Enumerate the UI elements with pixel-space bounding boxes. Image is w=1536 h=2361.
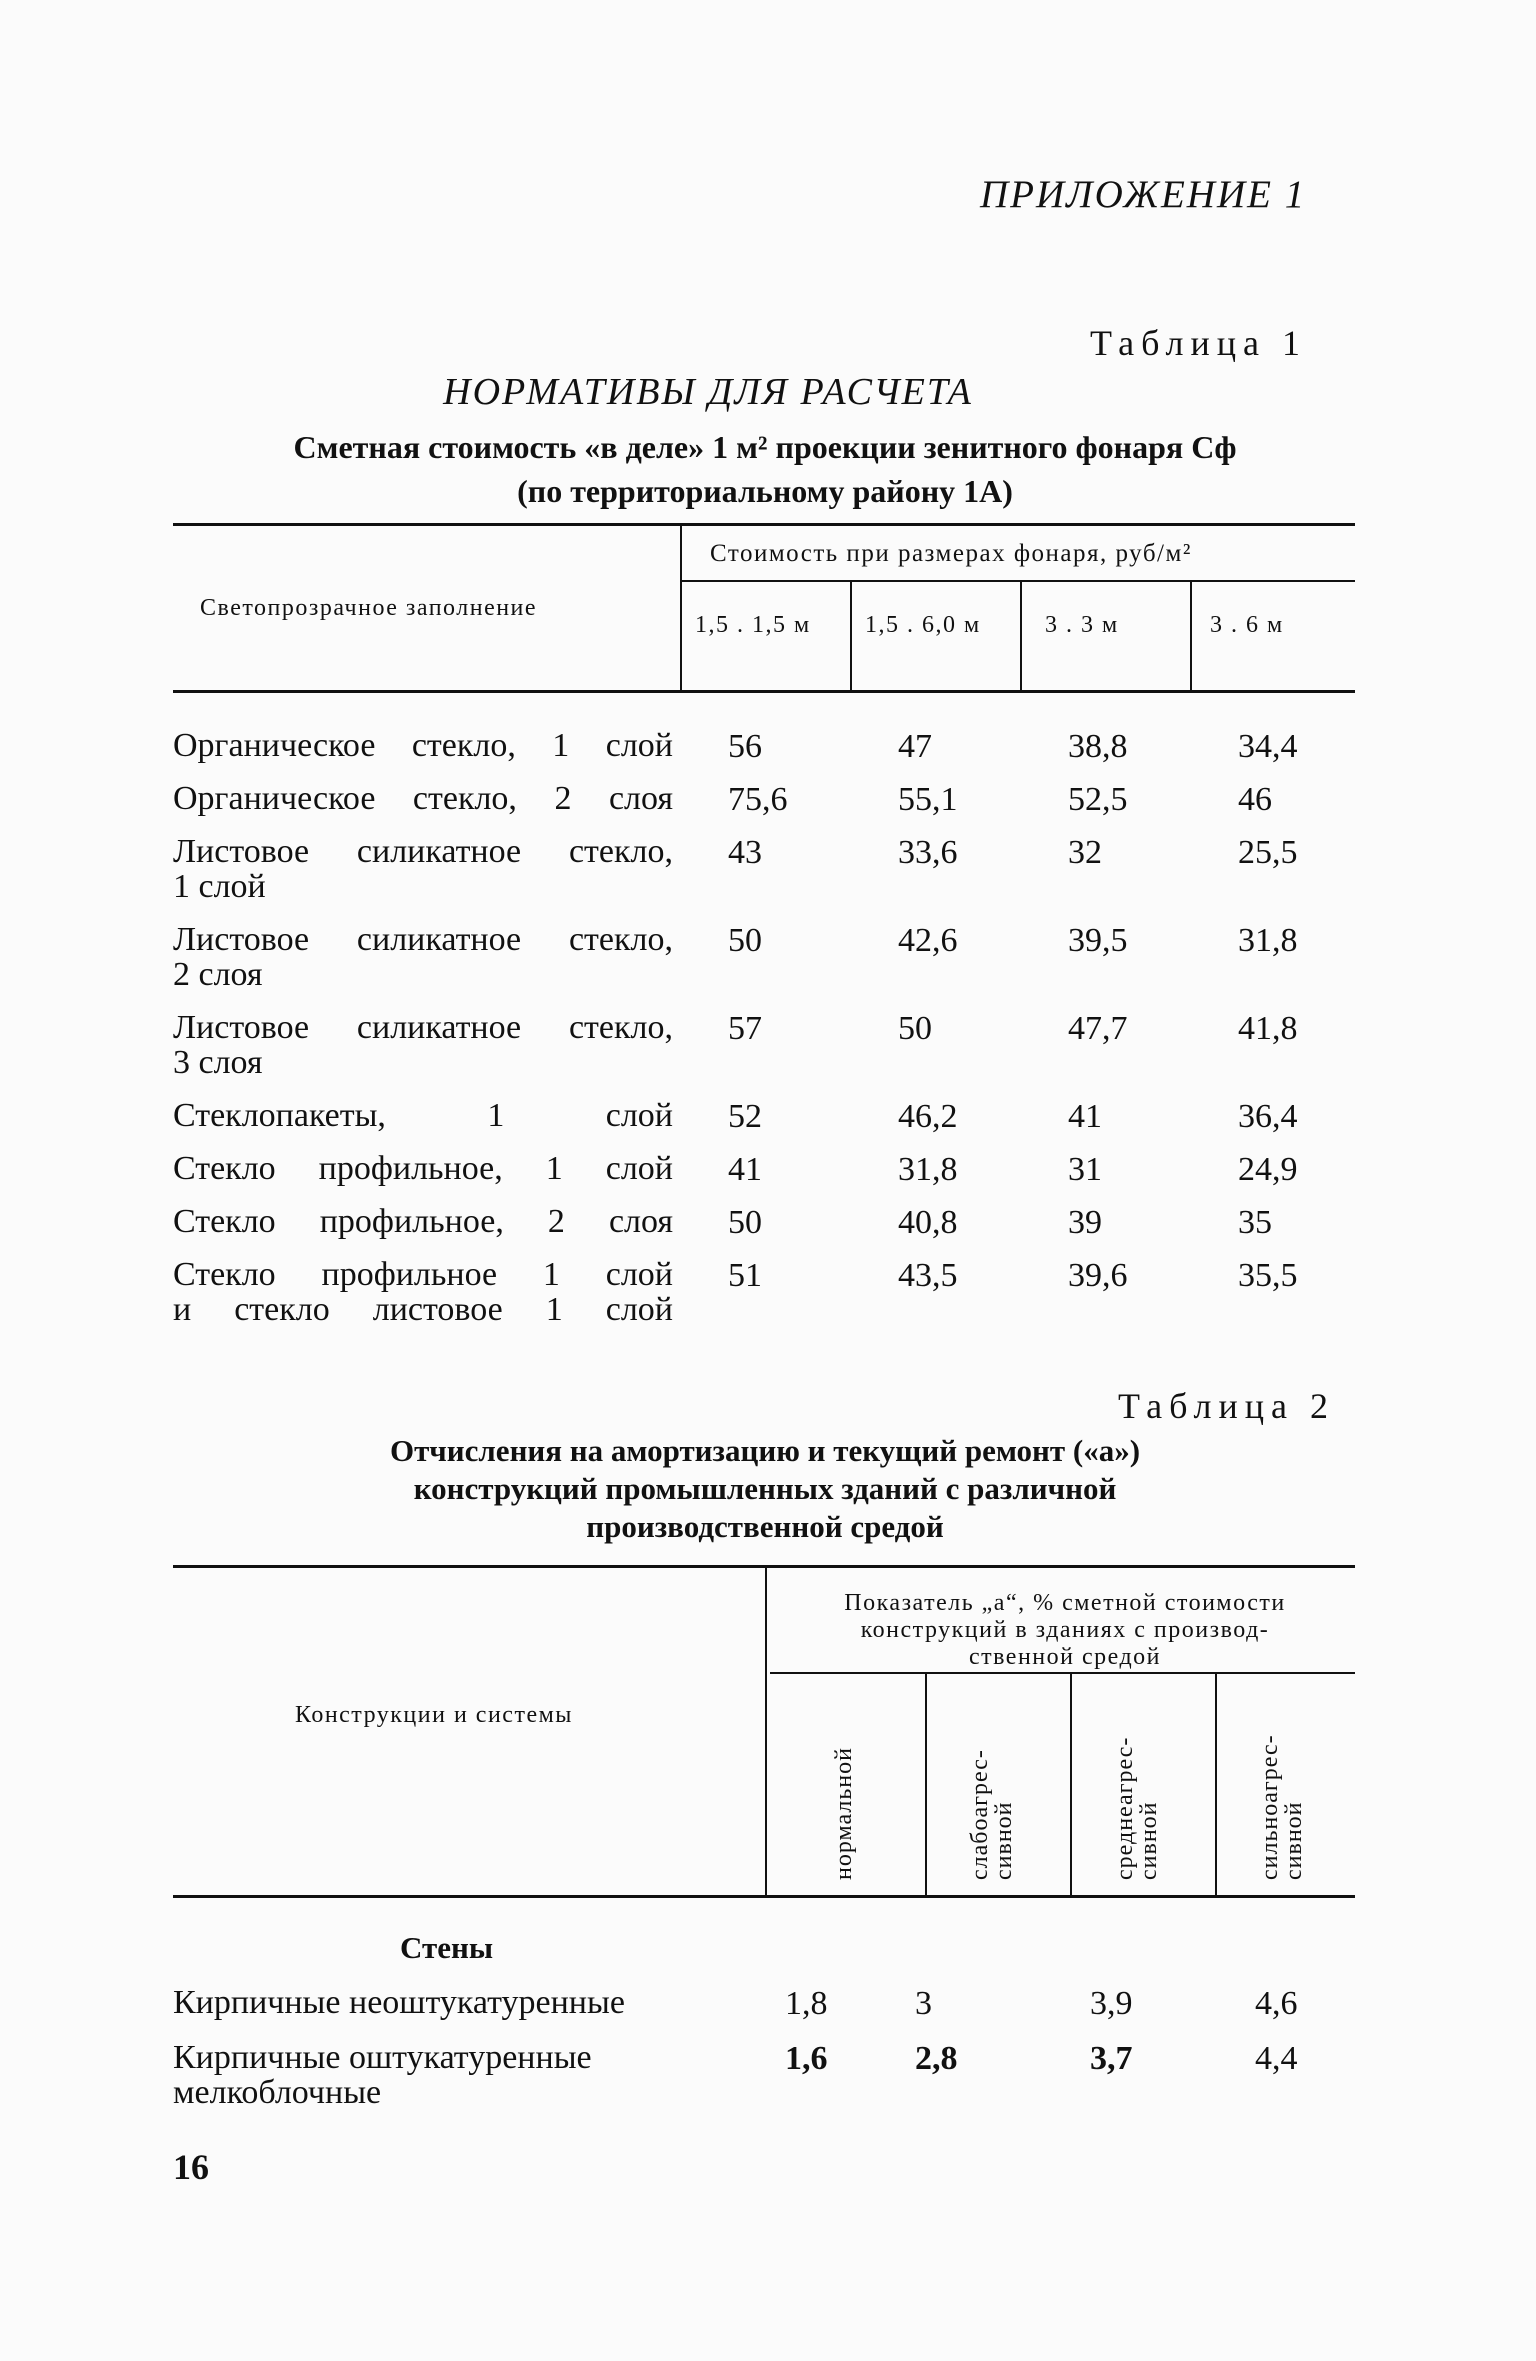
table2-vrule bbox=[925, 1674, 927, 1895]
table1-vrule bbox=[1020, 582, 1022, 690]
table1-vrule bbox=[850, 582, 852, 690]
table-row: Листовое силикатное стекло, 1 слой bbox=[173, 833, 673, 905]
table2-header-bottom-rule bbox=[173, 1895, 1355, 1898]
table-cell: 41 bbox=[728, 1151, 762, 1188]
table2-label: Таблица 2 bbox=[1118, 1386, 1335, 1426]
size-2: 1,5 . 6,0 м bbox=[865, 612, 981, 638]
table-cell: 75,6 bbox=[728, 781, 788, 818]
table1-group-rule bbox=[680, 580, 1355, 582]
env-medium-aggressive: среднеагрес- сивной bbox=[1112, 1736, 1162, 1880]
table-cell: 50 bbox=[728, 1204, 762, 1241]
table-cell: 43 bbox=[728, 834, 762, 871]
table-cell: 55,1 bbox=[898, 781, 958, 818]
table-cell: 1,6 bbox=[785, 2040, 828, 2077]
table-cell: 42,6 bbox=[898, 922, 958, 959]
table-cell: 31 bbox=[1068, 1151, 1102, 1188]
table-row: Органическое стекло, 2 слоя bbox=[173, 780, 673, 817]
table-row: Стекло профильное 1 слой и стекло листовое 1 слой bbox=[173, 1256, 673, 1328]
table-cell: 33,6 bbox=[898, 834, 958, 871]
table-cell: 57 bbox=[728, 1010, 762, 1047]
table-cell: 47,7 bbox=[1068, 1010, 1128, 1047]
table-row: Стекло профильное, 1 слой bbox=[173, 1150, 673, 1187]
table-cell: 56 bbox=[728, 728, 762, 765]
table-cell: 36,4 bbox=[1238, 1098, 1298, 1135]
table-cell: 40,8 bbox=[898, 1204, 958, 1241]
table2-vrule bbox=[765, 1567, 767, 1895]
table-cell: 46,2 bbox=[898, 1098, 958, 1135]
table-cell: 51 bbox=[728, 1257, 762, 1294]
table-cell: 3 bbox=[915, 1985, 932, 2022]
size-3: 3 . 3 м bbox=[1045, 612, 1119, 638]
env-highly-aggressive: сильноагрес- сивной bbox=[1257, 1734, 1307, 1880]
appendix-heading: ПРИЛОЖЕНИЕ 1 bbox=[980, 173, 1307, 216]
table-cell: 25,5 bbox=[1238, 834, 1298, 871]
env-slightly-aggressive: слабоагрес- сивной bbox=[967, 1749, 1017, 1880]
table-row: Кирпичные оштукатуренные мелкоблочные bbox=[173, 2039, 592, 2111]
table-cell: 35 bbox=[1238, 1204, 1272, 1241]
table2-top-rule bbox=[173, 1565, 1355, 1568]
table-cell: 3,7 bbox=[1090, 2040, 1133, 2077]
table-row: Стеклопакеты, 1 слой bbox=[173, 1097, 673, 1134]
table-row: Листовое силикатное стекло, 2 слоя bbox=[173, 921, 673, 993]
table1-title: НОРМАТИВЫ ДЛЯ РАСЧЕТА bbox=[443, 371, 973, 413]
table2-vrule bbox=[1215, 1674, 1217, 1895]
page-number: 16 bbox=[173, 2147, 209, 2187]
table-row: Кирпичные неоштукатуренные bbox=[173, 1984, 625, 2021]
table2-vrule bbox=[1070, 1674, 1072, 1895]
table-cell: 24,9 bbox=[1238, 1151, 1298, 1188]
table-cell: 4,6 bbox=[1255, 1985, 1298, 2022]
table-cell: 52,5 bbox=[1068, 781, 1128, 818]
table-cell: 31,8 bbox=[898, 1151, 958, 1188]
table-cell: 50 bbox=[728, 922, 762, 959]
table1-header-bottom-rule bbox=[173, 690, 1355, 693]
table-cell: 41 bbox=[1068, 1098, 1102, 1135]
table-cell: 2,8 bbox=[915, 2040, 958, 2077]
table1-top-rule bbox=[173, 523, 1355, 526]
table-cell: 38,8 bbox=[1068, 728, 1128, 765]
table1-header-group: Стоимость при размерах фонаря, руб/м² bbox=[710, 540, 1192, 567]
table-cell: 52 bbox=[728, 1098, 762, 1135]
table-row: Органическое стекло, 1 слой bbox=[173, 727, 673, 764]
table2-group-rule bbox=[770, 1672, 1355, 1674]
env-normal: нормальной bbox=[831, 1747, 857, 1880]
table-cell: 41,8 bbox=[1238, 1010, 1298, 1047]
table1-vrule bbox=[1190, 582, 1192, 690]
size-1: 1,5 . 1,5 м bbox=[695, 612, 811, 638]
table1-vrule bbox=[680, 525, 682, 690]
size-4: 3 . 6 м bbox=[1210, 612, 1284, 638]
table-cell: 34,4 bbox=[1238, 728, 1298, 765]
table-cell: 50 bbox=[898, 1010, 932, 1047]
table-cell: 32 bbox=[1068, 834, 1102, 871]
table-cell: 1,8 bbox=[785, 1985, 828, 2022]
table-cell: 39 bbox=[1068, 1204, 1102, 1241]
table-cell: 31,8 bbox=[1238, 922, 1298, 959]
table-cell: 39,6 bbox=[1068, 1257, 1128, 1294]
table-cell: 4,4 bbox=[1255, 2040, 1298, 2077]
table-cell: 47 bbox=[898, 728, 932, 765]
table-row: Листовое силикатное стекло, 3 слоя bbox=[173, 1009, 673, 1081]
table-cell: 35,5 bbox=[1238, 1257, 1298, 1294]
table2-header-constructions: Конструкции и системы bbox=[295, 1702, 573, 1728]
table-cell: 46 bbox=[1238, 781, 1272, 818]
table2-subtitle: Отчисления на амортизацию и текущий ремонт («а») конструкций промышленных зданий с различной производственной средой bbox=[389, 1433, 1141, 1544]
table-cell: 3,9 bbox=[1090, 1985, 1133, 2022]
section-walls: Стены bbox=[400, 1930, 494, 1965]
table-row: Стекло профильное, 2 слоя bbox=[173, 1203, 673, 1240]
table1-subtitle: Сметная стоимость «в деле» 1 м² проекции зенитного фонаря Сф (по территориальному району 1А) bbox=[293, 429, 1237, 509]
table-cell: 39,5 bbox=[1068, 922, 1128, 959]
table1-header-filling: Светопрозрачное заполнение bbox=[200, 595, 538, 621]
table1-label: Таблица 1 bbox=[1090, 323, 1307, 363]
table-cell: 43,5 bbox=[898, 1257, 958, 1294]
table2-header-group: Показатель „а“, % сметной стоимости конструкций в зданиях с производ- ственной средой bbox=[844, 1590, 1286, 1670]
